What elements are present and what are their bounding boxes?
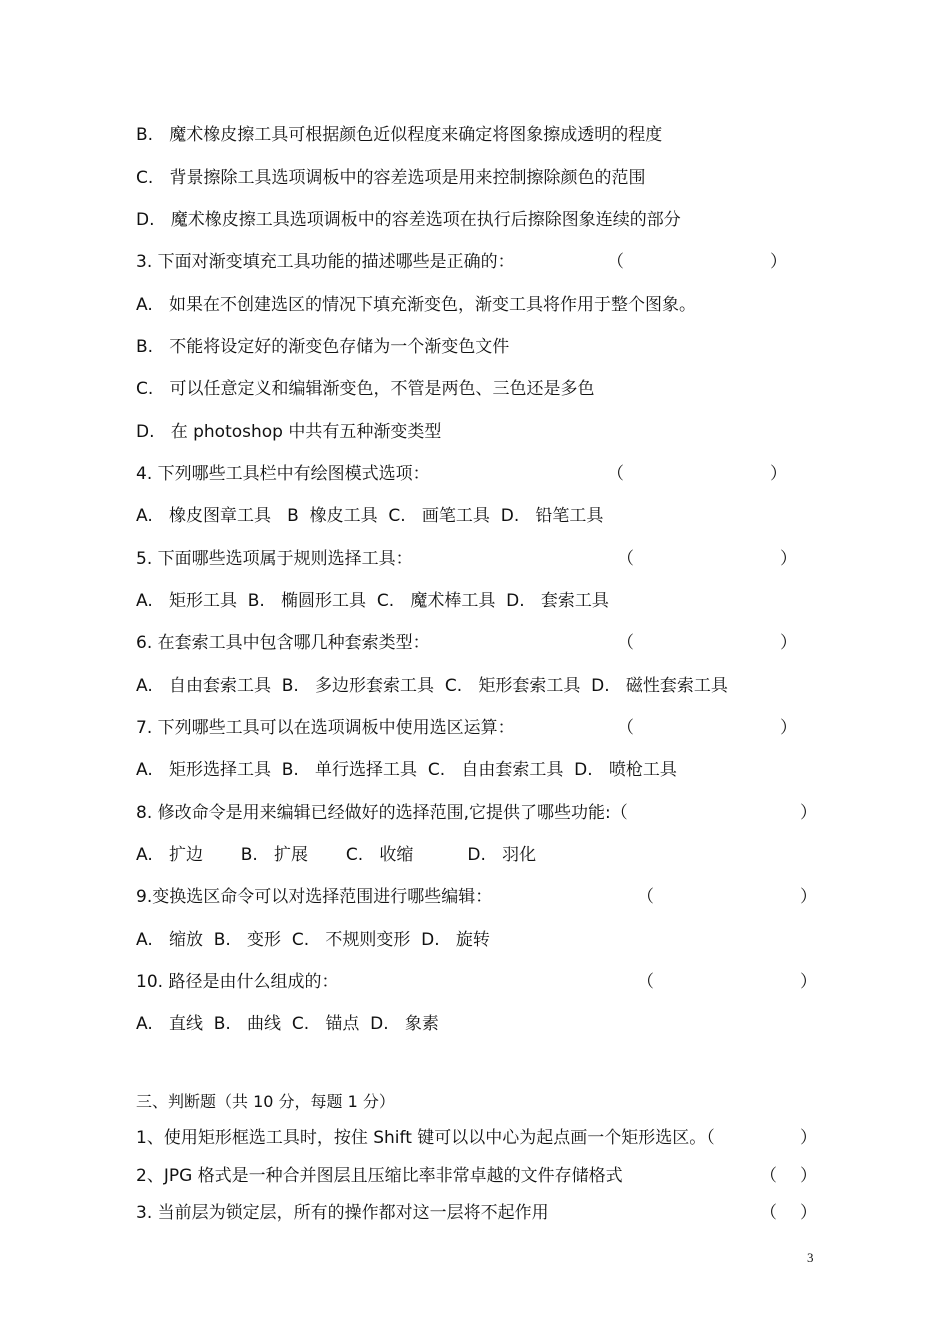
question-line: 7. 下列哪些工具可以在选项调板中使用选区运算：	[136, 718, 515, 738]
answer-paren-open: （	[617, 549, 634, 569]
option-line: D. 在 photoshop 中共有五种渐变类型	[136, 422, 442, 442]
answer-paren-close: ）	[800, 887, 817, 907]
option-line: A. 缩放 B. 变形 C. 不规则变形 D. 旋转	[136, 930, 490, 950]
question-line: 8. 修改命令是用来编辑已经做好的选择范围,它提供了哪些功能:（	[136, 803, 628, 823]
question-line: 5. 下面哪些选项属于规则选择工具：	[136, 549, 413, 569]
option-line: A. 扩边 B. 扩展 C. 收缩 D. 羽化	[136, 845, 537, 865]
answer-paren-close: ）	[800, 1203, 817, 1223]
judgment-item: 3. 当前层为锁定层，所有的操作都对这一层将不起作用	[136, 1203, 549, 1223]
answer-paren-close: ）	[780, 718, 797, 738]
option-line: B. 魔术橡皮擦工具可根据颜色近似程度来确定将图象擦成透明的程度	[136, 125, 663, 145]
option-line: A. 矩形选择工具 B. 单行选择工具 C. 自由套索工具 D. 喷枪工具	[136, 760, 677, 780]
judgment-item: 2、JPG 格式是一种合并图层且压缩比率非常卓越的文件存储格式	[136, 1166, 623, 1186]
answer-paren-close: ）	[800, 972, 817, 992]
option-line: D. 魔术橡皮擦工具选项调板中的容差选项在执行后擦除图象连续的部分	[136, 210, 681, 230]
question-line: 9.变换选区命令可以对选择范围进行哪些编辑：	[136, 887, 493, 907]
option-line: A. 橡皮图章工具 B 橡皮工具 C. 画笔工具 D. 铅笔工具	[136, 506, 604, 526]
answer-paren-open: （	[637, 972, 654, 992]
answer-paren-close: ）	[780, 549, 797, 569]
option-line: C. 背景擦除工具选项调板中的容差选项是用来控制擦除颜色的范围	[136, 168, 646, 188]
option-line: C. 可以任意定义和编辑渐变色，不管是两色、三色还是多色	[136, 379, 595, 399]
question-line: 10. 路径是由什么组成的：	[136, 972, 339, 992]
option-line: B. 不能将设定好的渐变色存储为一个渐变色文件	[136, 337, 510, 357]
option-line: A. 直线 B. 曲线 C. 锚点 D. 象素	[136, 1014, 439, 1034]
page-number: 3	[807, 1250, 814, 1265]
answer-paren-open: （	[760, 1166, 777, 1186]
judgment-item: 1、使用矩形框选工具时，按住 Shift 键可以以中心为起点画一个矩形选区。（	[136, 1128, 715, 1148]
question-line: 6. 在套索工具中包含哪几种套索类型：	[136, 633, 430, 653]
option-line: A. 如果在不创建选区的情况下填充渐变色，渐变工具将作用于整个图象。	[136, 295, 696, 315]
answer-paren-close: ）	[770, 252, 787, 272]
answer-paren-open: （	[637, 887, 654, 907]
answer-paren-close: ）	[780, 633, 797, 653]
answer-paren-open: （	[607, 464, 624, 484]
answer-paren-open: （	[617, 718, 634, 738]
question-line: 4. 下列哪些工具栏中有绘图模式选项：	[136, 464, 430, 484]
option-line: A. 矩形工具 B. 椭圆形工具 C. 魔术棒工具 D. 套索工具	[136, 591, 609, 611]
answer-paren-open: （	[760, 1203, 777, 1223]
answer-paren-close: ）	[800, 803, 817, 823]
answer-paren-open: （	[607, 252, 624, 272]
answer-paren-close: ）	[800, 1166, 817, 1186]
answer-paren-close: ）	[800, 1128, 817, 1148]
section-heading: 三、判断题（共 10 分，每题 1 分）	[136, 1092, 395, 1111]
answer-paren-open: （	[617, 633, 634, 653]
option-line: A. 自由套索工具 B. 多边形套索工具 C. 矩形套索工具 D. 磁性套索工具	[136, 676, 728, 696]
answer-paren-close: ）	[770, 464, 787, 484]
question-line: 3. 下面对渐变填充工具功能的描述哪些是正确的：	[136, 252, 515, 272]
